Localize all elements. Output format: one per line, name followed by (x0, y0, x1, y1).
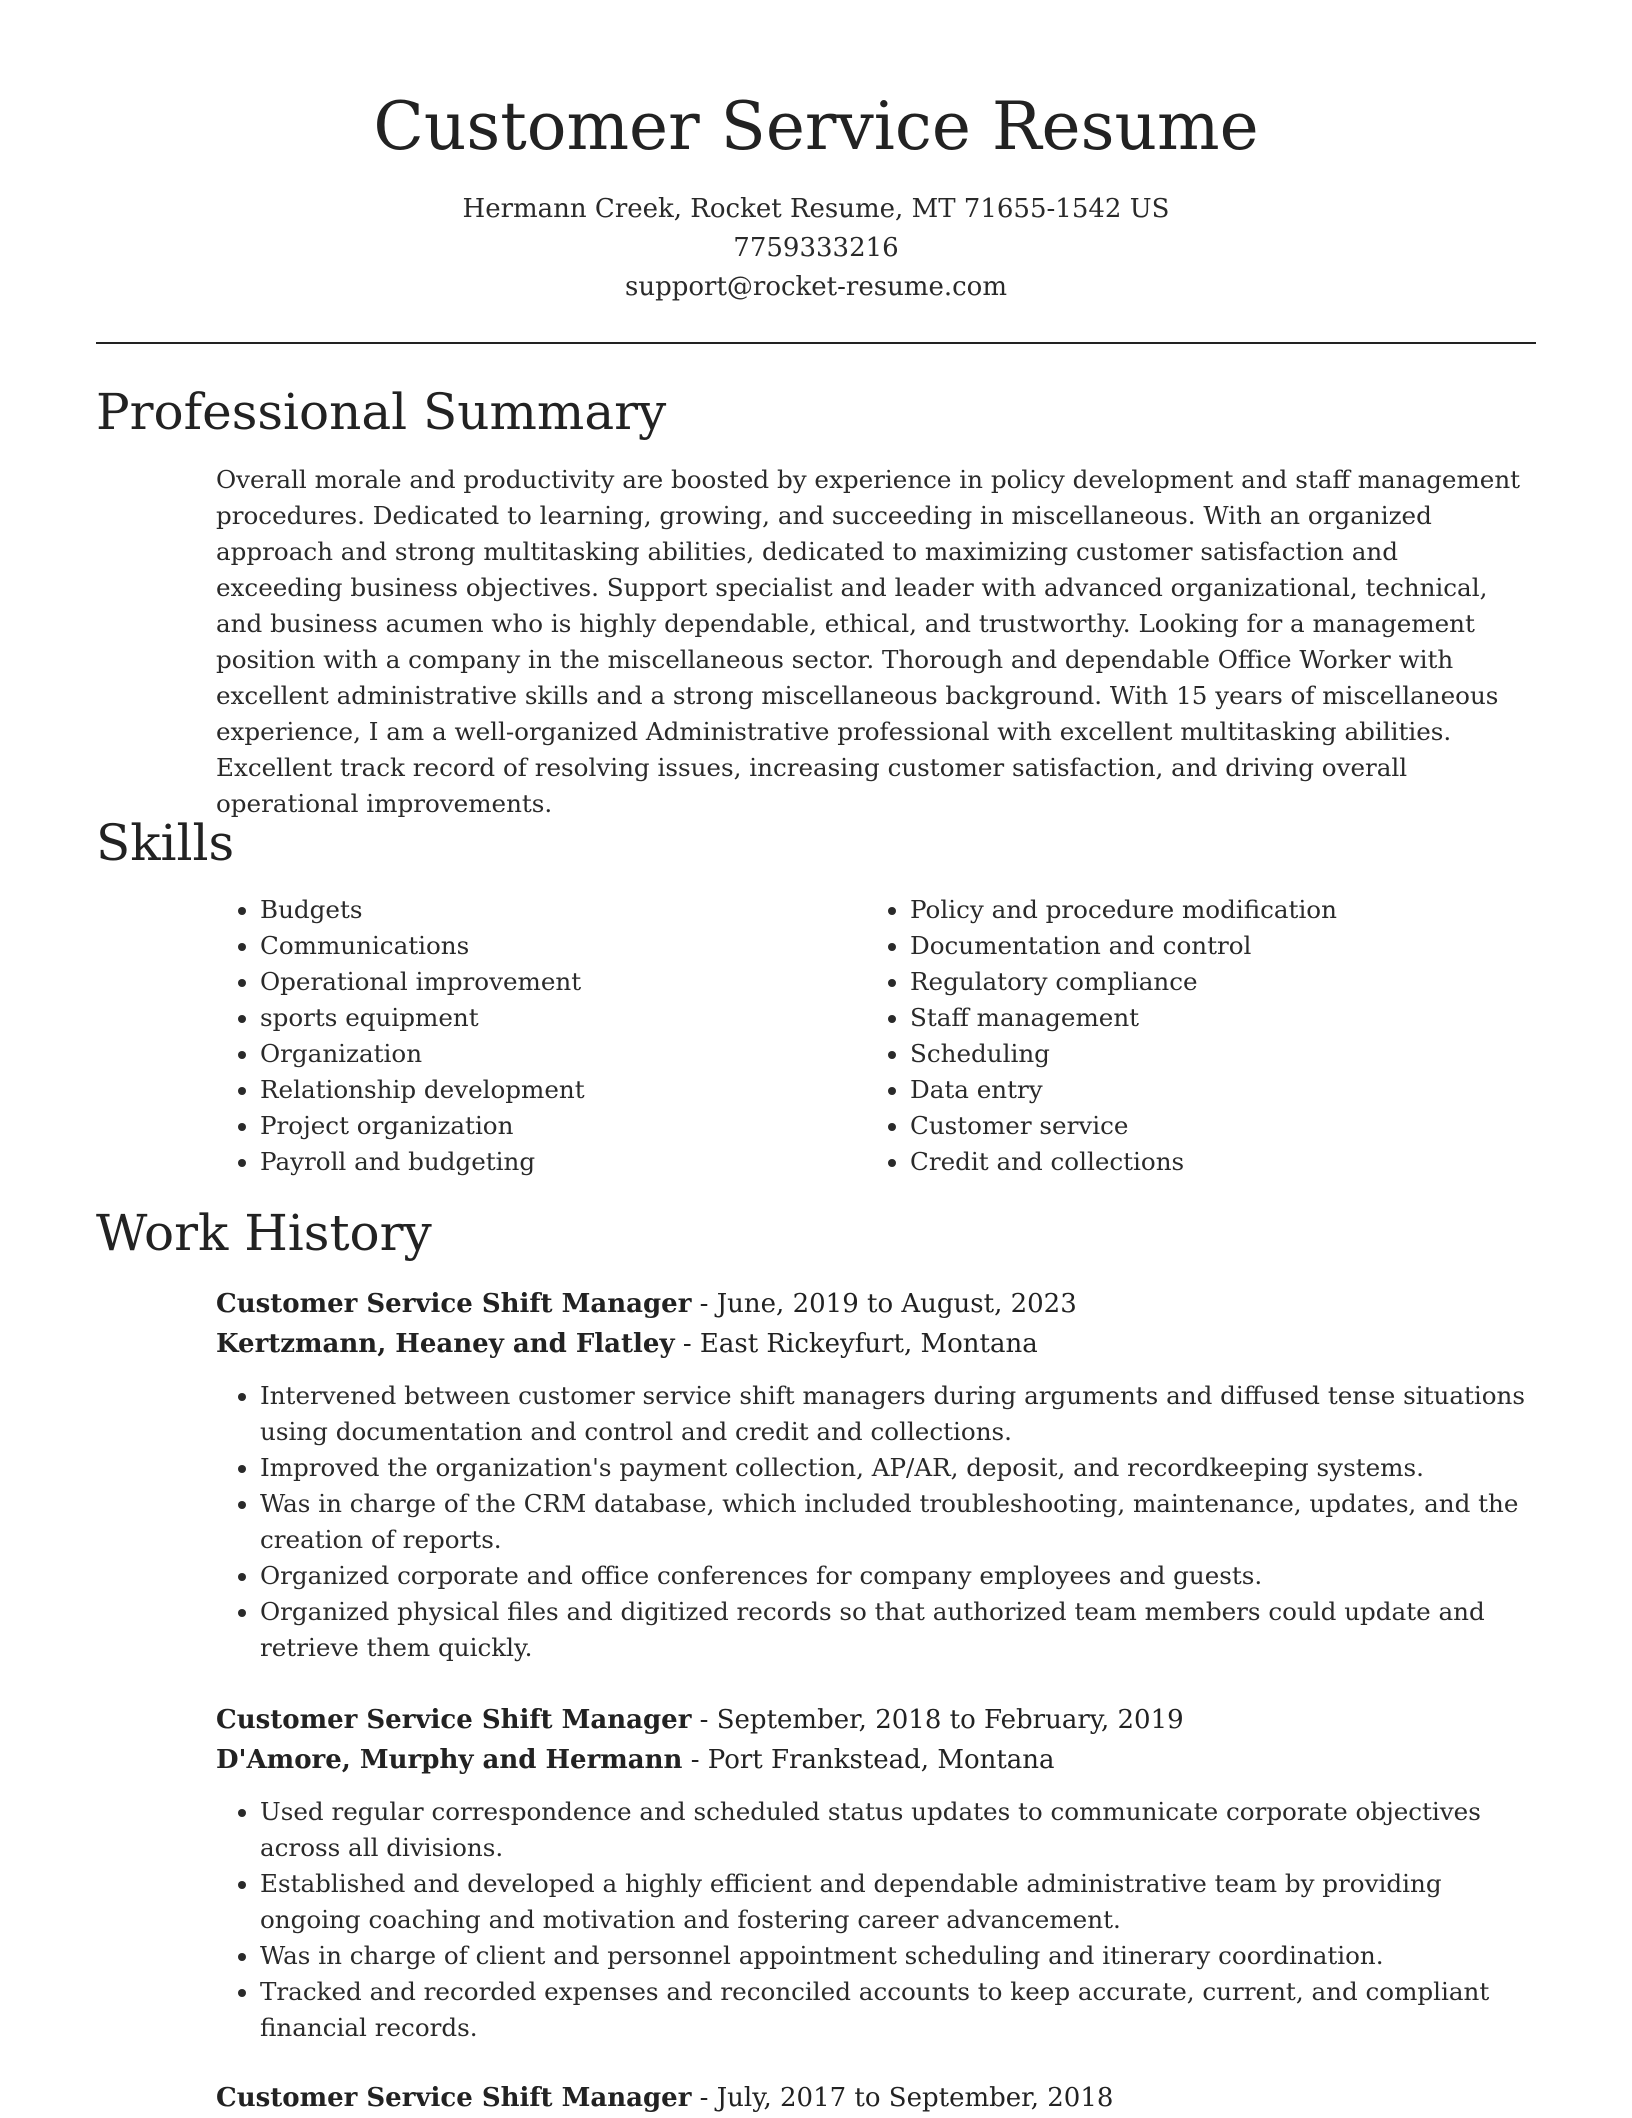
job-bullet: • Organized corporate and office conferences for company employees and guests. (260, 1558, 1536, 1594)
contact-email: support@rocket-resume.com (624, 272, 1007, 302)
skill-item: • Project organization (260, 1108, 585, 1144)
skill-item: • Organization (260, 1036, 585, 1072)
skill-item: • Customer service (910, 1108, 1337, 1144)
job-bullet: • Tracked and recorded expenses and reconciled accounts to keep accurate, current, and compliant financial records. (260, 1974, 1536, 2046)
skills-list-right (866, 892, 1337, 1180)
job-dates: - September, 2018 to February, 2019 (691, 1705, 1184, 1735)
skill-item: • Budgets (260, 892, 585, 928)
job-entry (216, 2078, 1536, 2118)
skill-item: • Operational improvement (260, 964, 585, 1000)
summary-heading: Professional Summary (96, 383, 667, 441)
job-title: Customer Service Shift Manager (216, 1289, 692, 1319)
job-dates: - June, 2019 to August, 2023 (691, 1289, 1077, 1319)
job-company: Kertzmann, Heaney and Flatley (216, 1329, 675, 1359)
skill-item: • Relationship development (260, 1072, 585, 1108)
work-heading: Work History (96, 1204, 432, 1262)
skill-item: • Data entry (910, 1072, 1337, 1108)
skill-item: • Credit and collections (910, 1144, 1337, 1180)
job-title-line (216, 1284, 1536, 1324)
job-bullets (216, 1378, 1536, 1666)
contact-address: Hermann Creek, Rocket Resume, MT 71655-1542 US (462, 194, 1170, 224)
contact-phone: 7759333216 (733, 233, 899, 263)
skill-item: • Documentation and control (910, 928, 1337, 964)
job-bullet: • Used regular correspondence and scheduled status updates to communicate corporate objectives across all divisions. (260, 1794, 1536, 1866)
header-divider (96, 342, 1536, 344)
resume-title: Customer Service Resume (373, 88, 1259, 165)
job-title-line (216, 2078, 1536, 2118)
job-title-line (216, 1700, 1536, 1740)
job-bullet: • Was in charge of the CRM database, which included troubleshooting, maintenance, updates, and the creation of reports. (260, 1486, 1536, 1558)
skills-heading: Skills (96, 814, 235, 872)
job-title: Customer Service Shift Manager (216, 2083, 692, 2113)
job-company: D'Amore, Murphy and Hermann (216, 1745, 683, 1775)
job-location: - East Rickeyfurt, Montana (674, 1329, 1038, 1359)
job-bullet: • Established and developed a highly efficient and dependable administrative team by providing ongoing coaching and motivation and fostering career advancement. (260, 1866, 1536, 1938)
job-entry (216, 1700, 1536, 2046)
summary-text: Overall morale and productivity are boosted by experience in policy development and staff management procedures. Dedicated to learning, growing, and succeeding in miscellaneous. With an organized approach and strong multitasking abilities, dedicated to maximizing customer satisfaction and exceeding business objectives. Support specialist and leader with advanced organizational, technical, and business acumen who is highly dependable, ethical, and trustworthy. Looking for a management position with a company in the miscellaneous sector. Thorough and dependable Office Worker with excellent administrative skills and a strong miscellaneous background. With 15 years of miscellaneous experience, I am a well-organized Administrative professional with excellent multitasking abilities. Excellent track record of resolving issues, increasing customer satisfaction, and driving overall operational improvements. (216, 465, 1521, 818)
job-bullet: • Intervened between customer service shift managers during arguments and diffused tense situations using documentation and control and credit and collections. (260, 1378, 1536, 1450)
job-bullet: • Organized physical files and digitized records so that authorized team members could update and retrieve them quickly. (260, 1594, 1536, 1666)
job-company-line (216, 1324, 1536, 1364)
job-company-line (216, 1740, 1536, 1780)
job-bullets (216, 1794, 1536, 2046)
skill-item: • sports equipment (260, 1000, 585, 1036)
job-title: Customer Service Shift Manager (216, 1705, 692, 1735)
contact-block (96, 190, 1536, 307)
skill-item: • Regulatory compliance (910, 964, 1337, 1000)
skills-list-left (216, 892, 585, 1180)
skill-item: • Policy and procedure modification (910, 892, 1337, 928)
skill-item: • Staff management (910, 1000, 1337, 1036)
skill-item: • Communications (260, 928, 585, 964)
job-bullet: • Was in charge of client and personnel appointment scheduling and itinerary coordination. (260, 1938, 1536, 1974)
skill-item: • Payroll and budgeting (260, 1144, 585, 1180)
job-location: - Port Frankstead, Montana (682, 1745, 1055, 1775)
job-bullet: • Improved the organization's payment collection, AP/AR, deposit, and recordkeeping systems. (260, 1450, 1536, 1486)
job-entry (216, 1284, 1536, 1666)
skill-item: • Scheduling (910, 1036, 1337, 1072)
job-dates: - July, 2017 to September, 2018 (691, 2083, 1114, 2113)
